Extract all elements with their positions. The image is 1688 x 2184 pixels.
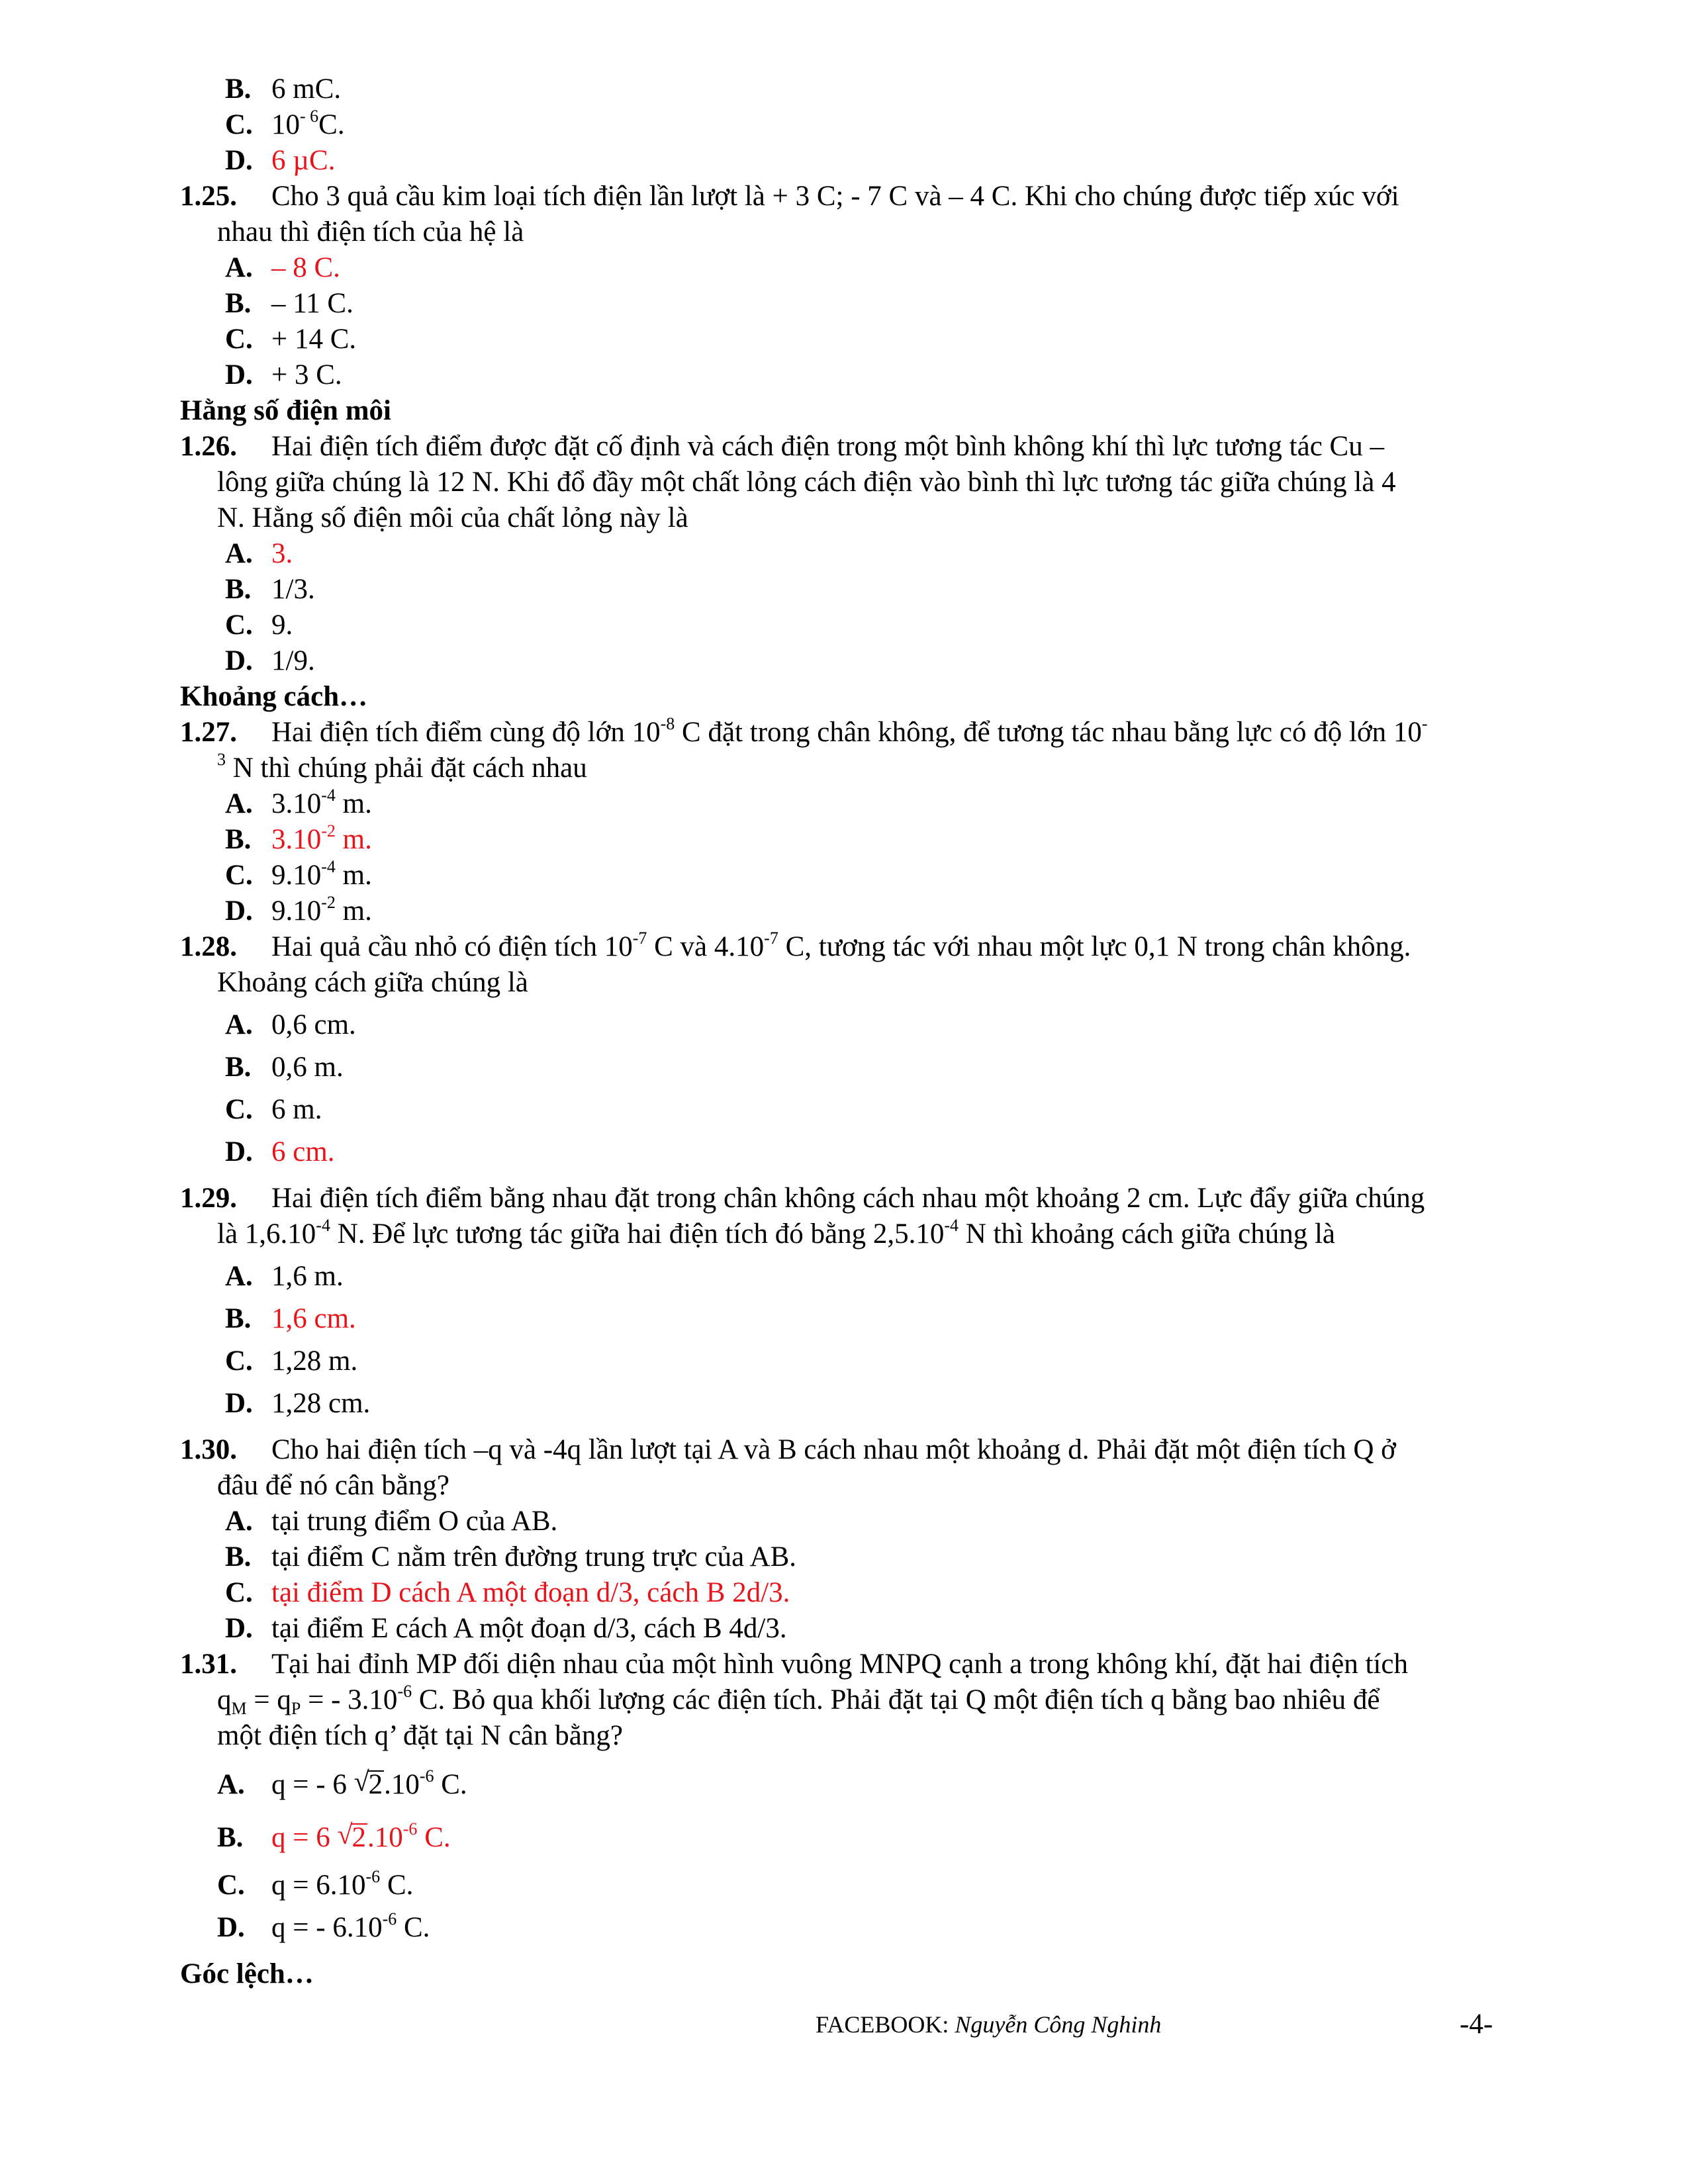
q130-number: 1.30. xyxy=(180,1434,237,1465)
q131-stem-line1: Tại hai đỉnh MP đối diện nhau của một hình vuông MNPQ cạnh a trong không khí, đặt hai điện tích xyxy=(271,1649,1408,1680)
q128-option-d: D. 6 cm. xyxy=(225,1136,335,1167)
q127-number: 1.27. xyxy=(180,717,237,748)
q128-stem-line1: Hai quả cầu nhỏ có điện tích $10^{-7}$ C và $4.10^{-7}$ C, tương tác với nhau một lực 0,1 N trong chân không. xyxy=(271,929,1411,962)
q131-stem-line3: một điện tích q’ đặt tại N cân bằng? xyxy=(217,1720,623,1751)
q124-option-c: C. $10^{- 6}C$. xyxy=(225,107,345,140)
q125-option-d: D. + 3 C. xyxy=(225,359,342,390)
q130-stem-line2: đâu để nó cân bằng? xyxy=(217,1470,450,1501)
footer-facebook: FACEBOOK: Nguyễn Công Nghinh xyxy=(816,2011,1162,2038)
q129-option-a: A. 1,6 m. xyxy=(225,1261,344,1292)
q130-option-b: B. tại điểm C nằm trên đường trung trực của AB. xyxy=(225,1541,797,1572)
q125-option-c: C. + 14 C. xyxy=(225,324,357,355)
q127-option-a: A. $3.10^{-4}$ m. xyxy=(225,786,372,819)
q131-stem-line2: $q_M = q_P$ = - $3.10^{-6}$ C. Bỏ qua khối lượng các điện tích. Phải đặt tại Q một điện tích q bằng bao nhiêu để xyxy=(217,1682,1380,1718)
q130-option-c: C. tại điểm D cách A một đoạn d/3, cách B 2d/3. xyxy=(225,1577,790,1608)
q127-option-d: D. $9.10^{-2}$ m. xyxy=(225,893,372,927)
q125-stem-line1: Cho 3 quả cầu kim loại tích điện lần lượt là + 3 C; - 7 C và – 4 C. Khi cho chúng được tiếp xúc với xyxy=(271,181,1399,212)
q125-option-b: B. – 11 C. xyxy=(225,288,353,319)
q127-stem-line2: $^3$ N thì chúng phải đặt cách nhau xyxy=(217,750,587,784)
q125-option-a: A. – 8 C. xyxy=(225,252,340,283)
page-number: -4- xyxy=(1460,2009,1493,2040)
footer-author: Nguyễn Công Nghinh xyxy=(955,2011,1162,2038)
sqrt-symbol: √ 2 xyxy=(353,1767,383,1800)
q131-option-d: D. q = - $6.10^{-6}$ C. xyxy=(217,1909,430,1943)
section-heading-distance: Khoảng cách… xyxy=(180,681,368,712)
q129-option-b: B. 1,6 cm. xyxy=(225,1303,356,1334)
q126-stem-line2: lông giữa chúng là 12 N. Khi đổ đầy một chất lỏng cách điện vào bình thì lực tương tác giữa chúng là 4 xyxy=(217,467,1396,498)
q129-stem-line2: là $1,6.10^{-4}$ N. Để lực tương tác giữa hai điện tích đó bằng $2,5.10^{-4}$ N thì khoảng cách giữa chúng là xyxy=(217,1216,1335,1250)
q126-number: 1.26. xyxy=(180,431,237,462)
q126-option-c: C. 9. xyxy=(225,610,293,641)
q126-stem-line1: Hai điện tích điểm được đặt cố định và cách điện trong một bình không khí thì lực tương tác Cu – xyxy=(271,431,1384,462)
q128-number: 1.28. xyxy=(180,931,237,962)
q129-number: 1.29. xyxy=(180,1183,237,1214)
q131-option-b: B. q = 6 √ $2.10^{-6}$ C. xyxy=(217,1819,451,1853)
q127-option-b: B. $3.10^{-2}$ m. xyxy=(225,821,372,855)
q128-option-c: C. 6 m. xyxy=(225,1094,322,1125)
q124-option-d: D. 6 µC. xyxy=(225,145,336,176)
q126-option-d: D. 1/9. xyxy=(225,645,315,676)
section-heading-dielectric: Hằng số điện môi xyxy=(180,395,391,426)
q124-option-b: B. 6 mC. xyxy=(225,73,342,105)
q125-stem-line2: nhau thì điện tích của hệ là xyxy=(217,216,524,248)
q129-option-d: D. 1,28 cm. xyxy=(225,1388,371,1419)
q131-number: 1.31. xyxy=(180,1649,237,1680)
q126-option-a: A. 3. xyxy=(225,538,293,569)
q126-option-b: B. 1/3. xyxy=(225,574,315,605)
q127-stem-line1: Hai điện tích điểm cùng độ lớn $10^{-8}$ C đặt trong chân không, để tương tác nhau bằng lực có độ lớn 10- xyxy=(271,714,1428,748)
q126-stem-line3: N. Hằng số điện môi của chất lỏng này là xyxy=(217,502,688,533)
q130-option-a: A. tại trung điểm O của AB. xyxy=(225,1506,558,1537)
q125-number: 1.25. xyxy=(180,181,237,212)
q129-option-c: C. 1,28 m. xyxy=(225,1345,358,1377)
q128-stem-line2: Khoảng cách giữa chúng là xyxy=(217,967,528,998)
q130-option-d: D. tại điểm E cách A một đoạn d/3, cách B 4d/3. xyxy=(225,1613,787,1644)
q129-stem-line1: Hai điện tích điểm bằng nhau đặt trong chân không cách nhau một khoảng 2 cm. Lực đẩy giữa chúng xyxy=(271,1183,1425,1214)
q128-option-a: A. 0,6 cm. xyxy=(225,1009,356,1040)
q131-option-a: A. q = - 6 √ $2.10^{-6}$ C. xyxy=(217,1766,467,1800)
section-heading-angle: Góc lệch… xyxy=(180,1958,314,1989)
q130-stem-line1: Cho hai điện tích –q và -4q lần lượt tại A và B cách nhau một khoảng d. Phải đặt một điện tích Q ở xyxy=(271,1434,1396,1465)
q127-option-c: C. $9.10^{-4}$ m. xyxy=(225,857,372,891)
q131-option-c: C. $q = 6.10^{-6}$ C. xyxy=(217,1867,414,1901)
sqrt-symbol: √ 2 xyxy=(337,1820,367,1853)
q128-option-b: B. 0,6 m. xyxy=(225,1052,344,1083)
